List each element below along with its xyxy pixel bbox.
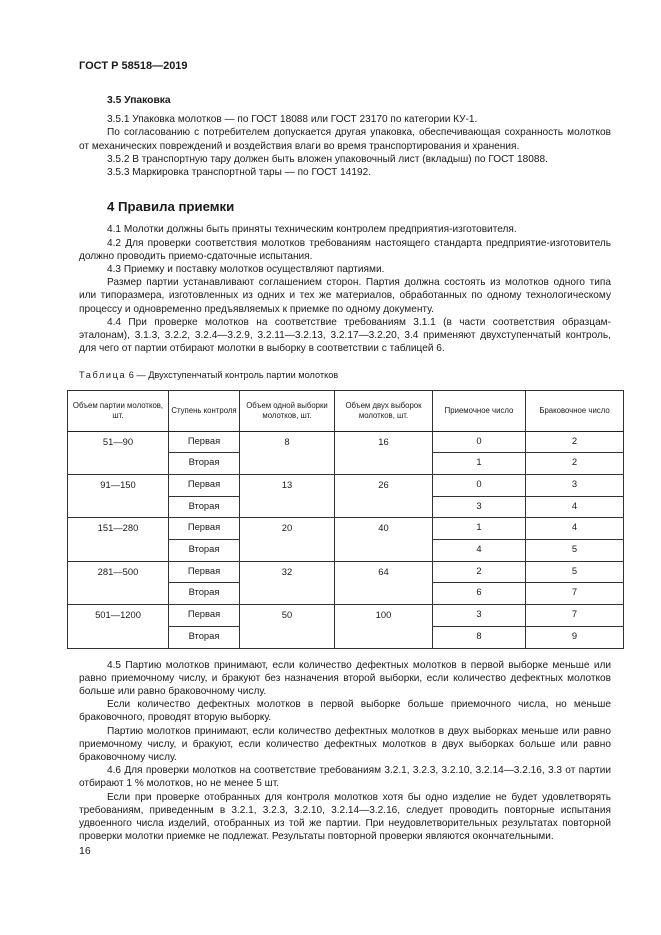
cell-acceptance: 8: [433, 626, 526, 648]
cell-acceptance: 6: [433, 583, 526, 605]
cell-rejection: 9: [526, 626, 624, 648]
cell-acceptance: 2: [433, 561, 526, 583]
cell-single-sample: 32: [240, 561, 335, 604]
cell-single-sample: 8: [240, 431, 335, 474]
paragraph-4-5-second-sample: Если количество дефектных молотков в первой выборке больше приемочного числа, но меньше браковочного, проводят вторую выборку.: [79, 699, 611, 724]
cell-stage: Вторая: [169, 496, 240, 518]
cell-rejection: 7: [526, 583, 624, 605]
paragraph-4-3-lot-size: Размер партии устанавливают соглашением сторон. Партия должна состоять из молотков одного типа или типоразмера, изготовленных из одних и тех же материалов, обработанных по одному технологическому процессу и одновременно предъявляемых к приемке по одному документу.: [79, 277, 611, 315]
cell-stage: Первая: [169, 605, 240, 627]
cell-stage: Вторая: [169, 626, 240, 648]
table-header-row: [68, 390, 624, 431]
header-double-sample: Объем двух выборок молотков, шт.: [335, 390, 433, 431]
cell-lot-size: 51—90: [68, 431, 169, 474]
cell-double-sample: 16: [335, 431, 433, 474]
paragraph-3-5-2: 3.5.2 В транспортную тару должен быть вложен упаковочный лист (вкладыш) по ГОСТ 18088.: [107, 153, 548, 165]
cell-acceptance: 3: [433, 496, 526, 518]
paragraph-4-6: 4.6 Для проверки молотков на соответствие требованиям 3.2.1, 3.2.3, 3.2.10, 3.2.14—3.2.16, 3.3 от партии отбирают 1 % молотков, но не менее 5 шт.: [79, 765, 611, 790]
cell-stage: Первая: [169, 475, 240, 497]
paragraph-4-1: 4.1 Молотки должны быть приняты техническим контролем предприятия-изготовителя.: [107, 224, 517, 236]
cell-lot-size: 281—500: [68, 561, 169, 604]
cell-single-sample: 13: [240, 475, 335, 518]
paragraph-3-5-1-alt: По согласованию с потребителем допускается другая упаковка, обеспечивающая сохранность молотков от механических повреждений и воздействия влаги во время транспортирования и хранения.: [79, 127, 611, 152]
cell-rejection: 5: [526, 540, 624, 562]
section-4-heading: 4 Правила приемки: [107, 199, 235, 215]
paragraph-3-5-3: 3.5.3 Маркировка транспортной тары — по ГОСТ 14192.: [107, 167, 372, 179]
cell-single-sample: 50: [240, 605, 335, 648]
cell-acceptance: 0: [433, 431, 526, 453]
page-number: 16: [79, 845, 91, 857]
cell-acceptance: 0: [433, 475, 526, 497]
paragraph-4-5: 4.5 Партию молотков принимают, если количество дефектных молотков в первой выборке меньше или равно приемочному числу, и бракуют без назначения второй выборки, если количество дефектных молотков больше или равно браковочному числу.: [79, 659, 611, 697]
header-single-sample: Объем одной выборки молотков, шт.: [240, 390, 335, 431]
table-6: [67, 390, 624, 649]
header-rejection-number: Браковочное число: [526, 390, 624, 431]
cell-lot-size: 501—1200: [68, 605, 169, 648]
cell-acceptance: 3: [433, 605, 526, 627]
header-lot-size: Объем партии молотков, шт.: [68, 390, 169, 431]
cell-rejection: 3: [526, 475, 624, 497]
cell-rejection: 2: [526, 431, 624, 453]
standard-header: ГОСТ Р 58518—2019: [79, 60, 188, 72]
page-content: [72, 94, 611, 843]
cell-stage: Вторая: [169, 583, 240, 605]
cell-lot-size: 151—280: [68, 518, 169, 561]
cell-lot-size: 91—150: [68, 475, 169, 518]
cell-rejection: 5: [526, 561, 624, 583]
cell-acceptance: 4: [433, 540, 526, 562]
cell-stage: Первая: [169, 518, 240, 540]
cell-acceptance: 1: [433, 518, 526, 540]
cell-rejection: 4: [526, 496, 624, 518]
header-stage: Ступень контроля: [169, 390, 240, 431]
cell-acceptance: 1: [433, 453, 526, 475]
table-row: [68, 475, 624, 497]
cell-rejection: 4: [526, 518, 624, 540]
cell-single-sample: 20: [240, 518, 335, 561]
cell-double-sample: 64: [335, 561, 433, 604]
cell-double-sample: 100: [335, 605, 433, 648]
cell-stage: Вторая: [169, 453, 240, 475]
table-caption-label: Таблица: [79, 370, 127, 381]
table-row: [68, 431, 624, 453]
cell-double-sample: 26: [335, 475, 433, 518]
cell-stage: Первая: [169, 431, 240, 453]
table-row: [68, 605, 624, 627]
paragraph-4-2: 4.2 Для проверки соответствия молотков требованиям настоящего стандарта предприятие-изготовитель должно проводить приемо-сдаточные испытания.: [79, 237, 611, 262]
cell-rejection: 2: [526, 453, 624, 475]
cell-rejection: 7: [526, 605, 624, 627]
paragraph-4-5-acceptance: Партию молотков принимают, если количество дефектных молотков в двух выборках меньше или равно приемочному числу, и бракуют, если количество дефектных молотков в двух выборках больше или равно браковочному числу.: [79, 725, 611, 763]
table-row: [68, 518, 624, 540]
section-3-5-heading: 3.5 Упаковка: [107, 95, 171, 106]
header-acceptance-number: Приемочное число: [433, 390, 526, 431]
paragraph-4-3: 4.3 Приемку и поставку молотков осуществляют партиями.: [107, 264, 385, 276]
paragraph-3-5-1: 3.5.1 Упаковка молотков — по ГОСТ 18088 или ГОСТ 23170 по категории КУ-1.: [107, 114, 478, 126]
table-row: [68, 561, 624, 583]
cell-stage: Вторая: [169, 540, 240, 562]
cell-stage: Первая: [169, 561, 240, 583]
cell-double-sample: 40: [335, 518, 433, 561]
table-6-caption: [79, 369, 611, 382]
paragraph-4-4: 4.4 При проверке молотков на соответствие требованиям 3.1.1 (в части соответствия образцам-эталонам), 3.1.3, 3.2.2, 3.2.4—3.2.9, 3.2.11—3.2.13, 3.2.17—3.2.20, 3.4 применяют двухступенчатый контроль, для чего от партии отбирают молотки в выборку в соответствии с таблицей 6.: [79, 316, 611, 355]
table-caption-text: 6 — Двухступенчатый контроль партии молотков: [126, 370, 339, 381]
paragraph-4-6-retest: Если при проверке отобранных для контроля молотков хотя бы одно изделие не будет удовлетворять требованиям, приведенным в 3.2.1, 3.2.3, 3.2.10, 3.2.14—3.2.16, следует проводить повторные испытания удвоенного числа изделий, отобранных из той же партии. При неудовлетворительных результатах повторной проверки молотки приемке не подлежат. Результаты повторной проверки являются окончательными.: [79, 791, 611, 843]
